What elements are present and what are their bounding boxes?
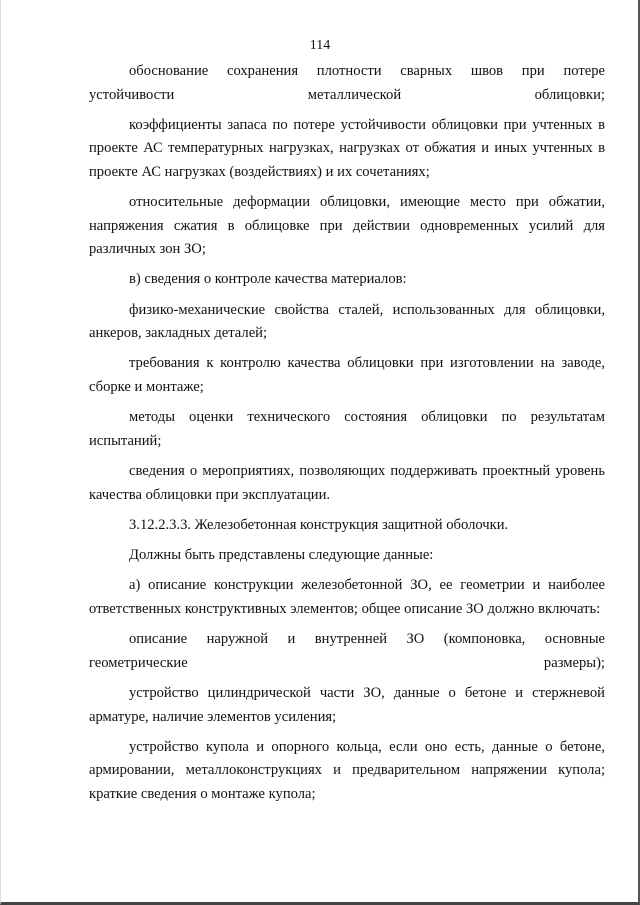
paragraph: сведения о мероприятиях, позволяющих поддерживать проектный уровень качества облицовки при эксплуатации. [89, 463, 605, 503]
paragraph: устройство купола и опорного кольца, если оно есть, данные о бетоне, армировании, металлоконструкциях и предварительном напряжении купола; краткие сведения о монтаже купола; [89, 738, 605, 802]
paragraph: Должны быть представлены следующие данные: [129, 547, 434, 564]
paragraph: коэффициенты запаса по потере устойчивости облицовки при учтенных в проекте АС температурных нагрузках, нагрузках от обжатия и иных учтенных в проекте АС нагрузках (воздействиях) и их сочетаниях; [89, 116, 605, 180]
paragraph: обоснование сохранения плотности сварных швов при потере устойчивости металлической облицовки; [89, 63, 605, 103]
page-number: 114 [309, 38, 331, 53]
paragraph: методы оценки технического состояния облицовки по результатам испытаний; [89, 409, 605, 449]
paragraph: требования к контролю качества облицовки при изготовлении на заводе, сборке и монтаже; [89, 355, 605, 395]
paragraph: устройство цилиндрической части ЗО, данные о бетоне и стержневой арматуре, наличие элементов усиления; [89, 685, 605, 725]
paragraph: в) сведения о контроле качества материалов: [129, 271, 407, 288]
section-heading: 3.12.2.3.3. Железобетонная конструкция защитной оболочки. [129, 516, 509, 533]
paragraph: физико-механические свойства сталей, использованных для облицовки, анкеров, закладных деталей; [89, 301, 605, 342]
document-body [89, 60, 605, 813]
paragraph: описание наружной и внутренней ЗО (компоновка, основные геометрические размеры); [89, 631, 605, 671]
paragraph: относительные деформации облицовки, имеющие место при обжатии, напряжения сжатия в облицовке при действии одновременных усилий для различных зон ЗО; [89, 194, 605, 258]
paragraph: а) описание конструкции железобетонной ЗО, ее геометрии и наиболее ответственных конструктивных элементов; общее описание ЗО должно включать: [89, 577, 605, 617]
